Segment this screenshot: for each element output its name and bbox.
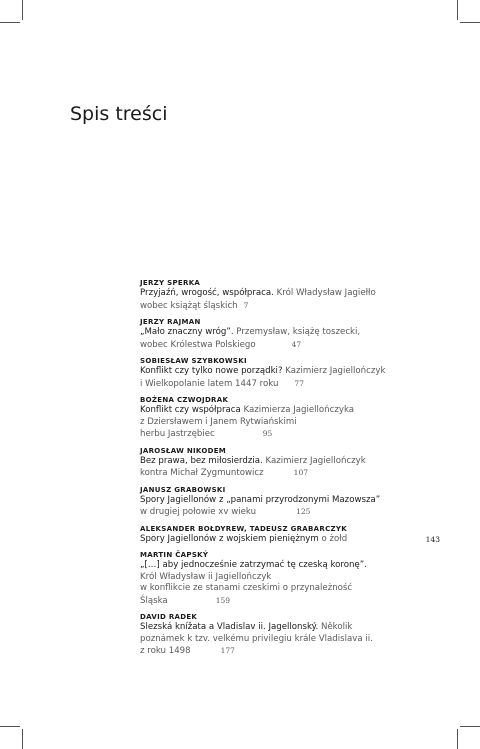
toc-entry — [140, 356, 400, 390]
entry-author: MARTIN ČAPSKÝ — [140, 551, 209, 559]
page-number: 177 — [220, 646, 235, 655]
entry-line: w konflikcie ze stanami czeskimi o przynależność — [140, 583, 353, 593]
page-number: 107 — [293, 468, 308, 477]
toc-entry — [140, 395, 400, 441]
entry-line: wobec książąt śląskich — [140, 300, 238, 311]
entry-subtitle: Kazimierz Jagiellończyk — [282, 366, 386, 376]
page-number: 47 — [291, 339, 302, 349]
entry-line: Król Władysław ii Jagiellończyk — [140, 571, 272, 582]
page-number: 77 — [294, 378, 304, 388]
entry-title: „Mało znaczny wróg”. — [140, 327, 234, 337]
entry-author: BOŻENA CZWOJDRAK — [140, 396, 229, 404]
entry-line: poznámek k tzv. velkému privilegiu krále Vladislava ii. — [140, 633, 373, 644]
crop-mark-bottom-left-h — [0, 726, 20, 727]
entry-line: herbu Jastrzębiec — [140, 429, 215, 439]
entry-author: SOBIESŁAW SZYBKOWSKI — [140, 357, 247, 365]
crop-mark-bottom-right-h — [460, 726, 480, 727]
entry-author: DAVID RADEK — [140, 613, 198, 621]
entry-author: JANUSZ GRABOWSKI — [140, 485, 226, 494]
entry-title: „[…] aby jednocześnie zatrzymać tę czeską koronę”. — [140, 560, 367, 570]
entry-line: Śląska — [140, 595, 168, 606]
crop-mark-top-left — [22, 0, 23, 20]
crop-mark-bottom-left — [22, 729, 23, 749]
crop-mark-bottom-right — [457, 729, 458, 749]
entry-title: Bez prawa, bez miłosierdzia. — [140, 455, 263, 466]
entry-subtitle: Několik — [318, 622, 353, 632]
crop-mark-top-right — [457, 0, 458, 20]
entry-line: z Dziersławem i Janem Rytwiańskimi — [140, 416, 297, 427]
entry-subtitle: Przemysław, książę toszecki, — [233, 327, 361, 337]
entry-author: JERZY RAJMAN — [140, 318, 201, 326]
entry-line: kontra Michał Zygmuntowicz — [140, 468, 264, 478]
entry-line: wobec Królestwa Polskiego — [140, 339, 256, 350]
toc-entry — [140, 550, 400, 607]
entry-author: JERZY SPERKA — [140, 279, 201, 287]
toc-entry — [140, 485, 400, 519]
entry-subtitle: Kazimierza Jagiellończyka — [240, 405, 355, 415]
entry-title: Spory Jagiellonów z „panami przyrodzonymi Mazowsza” — [140, 494, 381, 505]
entry-author: ALEKSANDER BOŁDYREW, TADEUSZ GRABARCZYK — [140, 524, 347, 533]
toc-entry — [140, 446, 400, 480]
toc-entry — [140, 612, 400, 658]
page-number: 159 — [215, 595, 231, 605]
entry-line: i Wielkopolanie latem 1447 roku — [140, 378, 279, 389]
toc-entry — [140, 278, 400, 312]
entry-subtitle: o żołd — [318, 533, 348, 544]
crop-mark-top-left-h — [0, 22, 20, 23]
page-number: 95 — [262, 429, 273, 438]
entry-line: z roku 1498 — [140, 646, 191, 656]
toc-entry — [140, 317, 400, 351]
entry-title: Spory Jagiellonów z wojskiem pieniężnym — [140, 533, 319, 544]
entry-author: JAROSŁAW NIKODEM — [140, 446, 227, 455]
crop-mark-top-right-h — [460, 22, 480, 23]
entry-subtitle: Kazimierz Jagiellończyk — [262, 455, 366, 466]
entry-title: Slezská knížata a Vladislav ii. Jagellonský. — [140, 622, 319, 632]
entry-title: Przyjaźń, wrogość, współpraca. — [140, 288, 274, 298]
page-number: 143 — [425, 534, 440, 544]
entry-title: Konflikt czy współpraca — [140, 405, 241, 415]
entry-title: Konflikt czy tylko nowe porządki? — [140, 366, 283, 376]
entry-subtitle: Król Władysław Jagiełło — [273, 288, 376, 298]
table-of-contents — [140, 278, 440, 663]
page-title: Spis treści — [70, 103, 168, 125]
entry-line: w drugiej połowie xv wieku — [140, 507, 257, 517]
page-number: 125 — [296, 507, 311, 516]
toc-entry — [140, 524, 440, 546]
page-number: 7 — [243, 300, 249, 310]
